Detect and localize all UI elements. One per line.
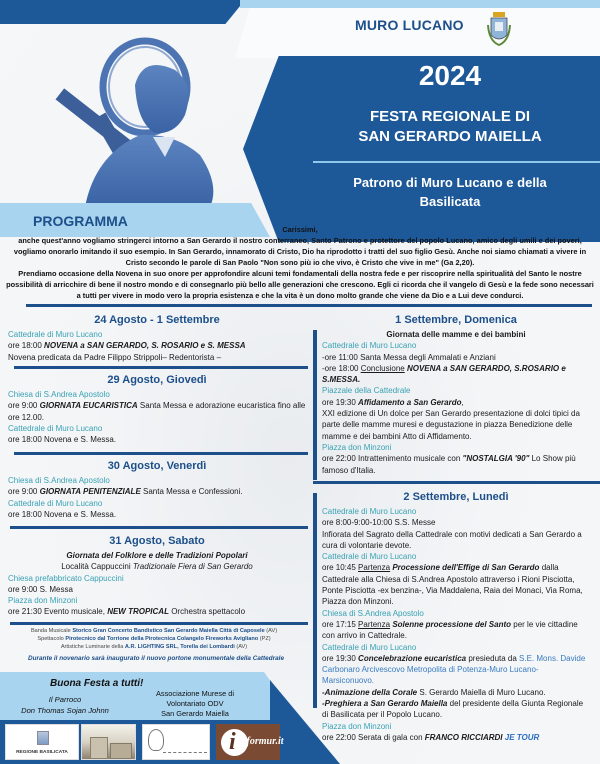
event-line <box>8 606 306 617</box>
venue: Chiesa prefabbricato Cappuccini <box>8 573 124 583</box>
assoc-line-1: Associazione Murese di <box>155 689 235 698</box>
regione-basilicata-logo <box>5 724 79 760</box>
credit-pre: Spettacolo <box>37 636 64 642</box>
portone-notice: Durante il novenario sarà inaugurato il nuovo portone monumentale della Cattedrale <box>27 655 285 662</box>
event-name: NOVENA a SAN GERARDO, S. ROSARIO e S. MESSA <box>44 341 246 351</box>
event-name: NOVENA a SAN GERARDO, S.ROSARIO e S.MESSA. <box>322 363 566 385</box>
venue: Cattedrale di Muro Lucano <box>322 552 417 562</box>
event-line <box>322 732 590 743</box>
location-line <box>8 561 306 572</box>
day-subtitle: Giornata delle mamme e dei bambini <box>386 330 526 339</box>
credit-name: A.R. LIGHTING SRL, Torella dei Lombardi <box>124 644 235 650</box>
venue: Piazza don Minzoni <box>322 442 392 452</box>
venue: Cattedrale di Muro Lucano <box>322 507 417 516</box>
municipal-crest-icon <box>486 11 512 47</box>
event-line <box>322 453 590 476</box>
venue: Chiesa di S.Andrea Apostolo <box>8 390 110 399</box>
event-line <box>322 619 590 642</box>
tour-name: JE TOUR <box>504 732 540 742</box>
event-time: ore 9:00 <box>8 401 38 411</box>
event-line <box>322 698 590 721</box>
day-30-agosto <box>8 459 306 520</box>
header-white-strip <box>235 8 600 58</box>
event-detail: XXI edizione di Un dolce per San Gerardo presentazione di dolci tipici da parte delle mamme muresi e degustazione in piazza Benedizione delle mamme e dei bambini Atto di Affidamento. <box>322 409 580 441</box>
venue: Cattedrale di Muro Lucano <box>322 341 417 351</box>
association-signature <box>145 689 245 719</box>
event-detail: Infiorata del Sagrato della Cattedrale con motivi dedicati a San Gerardo a cura di volontarie devote. <box>322 529 582 550</box>
informur-logo <box>216 724 284 760</box>
church-building-icon <box>90 737 108 759</box>
venue: Chiesa di S.Andrea Apostolo <box>8 476 110 485</box>
title-divider <box>313 161 600 163</box>
event-time: ore 18:00 <box>8 341 42 351</box>
event-name: -Preghiera a San Gerardo Maiella <box>322 699 448 709</box>
event-line <box>322 653 590 687</box>
celebrant: S.E. Mons. Davide Carbonaro Arcivescovo Metropolita di Potenza-Muro Lucano-Marsiconuovo. <box>322 653 586 686</box>
event-line: -ore 11:00 Santa Messa degli Ammalati e Anziani <box>322 352 496 362</box>
patrono-line-2: Basilicata <box>419 194 481 209</box>
assoc-line-3: San Gerardo Maiella <box>161 709 229 718</box>
location: Località Cappuccini <box>61 562 131 572</box>
event-detail: del presidente della Giunta Regionale di Basilicata per il Popolo Lucano. <box>322 699 584 720</box>
festa-title <box>300 107 600 147</box>
right-frame-bar <box>313 493 317 708</box>
event-name: Concelebrazione eucaristica <box>358 653 467 663</box>
event-detail: Santa Messa e Confessioni. <box>143 487 243 497</box>
event-name: -Animazione della Corale <box>322 687 418 697</box>
top-band-right <box>240 0 600 8</box>
event-time: ore 22:00 Intrattenimento musicale con <box>322 454 461 464</box>
parroco-signature <box>10 694 120 716</box>
event-name: Affidamento a San Gerardo <box>358 397 462 407</box>
venue: Cattedrale di Muro Lucano <box>8 330 103 339</box>
event-time: ore 21:30 Evento musicale, <box>8 607 105 617</box>
day-title: 1 Settembre, Domenica <box>395 314 517 326</box>
event-line: ore 18:00 Novena e S. Messa. <box>8 509 117 519</box>
credit-line <box>4 635 304 643</box>
venue: Piazza don Minzoni <box>322 721 392 731</box>
event-detail: per le vie cittadine con arrivo in Cattedrale. <box>322 619 578 641</box>
event-name: Solenne processione del Santo <box>392 619 512 629</box>
venue: Piazzale della Cattedrale <box>322 386 411 396</box>
intro-paragraph-2: Prendiamo occasione della Novena in suo onore per approfondire alcuni temi fondamentali della nostra fede e per riscoprire nella spiritualità del Santo le nostre possibilità di arricchire di bene il nostro mondo e di consegnarlo più bello alle generazioni che crescono. Egli ci ricorda che il vangelo di Gesù e la fede sono necessari a tutti per vivere in modo vero la propria esistenza e che la vita è un dono molto grande che viene da Dio e a Lui deve condurci. <box>6 269 594 300</box>
landscape-sketch-icon <box>163 745 207 753</box>
event-line: ore 9:00 S. Messa <box>8 584 73 594</box>
event-tag: Conclusione <box>360 363 405 373</box>
venue: Cattedrale di Muro Lucano <box>8 423 103 433</box>
credit-name: Storico Gran Concerto Bandistico San Gerardo Maiella Città di Caposele <box>72 628 265 634</box>
event-time: ore 9:00 <box>8 487 38 497</box>
day-title: 29 Agosto, Giovedì <box>107 374 207 386</box>
day-title: 2 Settembre, Lunedì <box>403 491 509 503</box>
event-name: GIORNATA PENITENZIALE <box>39 487 141 497</box>
festa-line-1: FESTA REGIONALE DI <box>369 108 530 125</box>
venue: Piazza don Minzoni <box>8 596 78 606</box>
event-name: FRANCO RICCIARDI <box>424 732 503 742</box>
credit-pre: Banda Musicale <box>30 628 71 634</box>
day-title: 30 Agosto, Venerdì <box>107 460 207 472</box>
credit-name: Pirotecnico dal Torrione della Pirotecnica Colangelo Fireworks Avigliano <box>65 636 259 642</box>
divider-rule <box>10 526 308 529</box>
church-photo-logo <box>81 724 136 760</box>
event-line <box>8 486 306 497</box>
intro-letter <box>6 224 594 301</box>
event-detail: Lo Show più famoso d'Italia. <box>322 454 576 475</box>
event-detail: Orchestra spettacolo <box>171 607 246 617</box>
divider-rule <box>313 481 600 484</box>
credit-line <box>4 643 304 651</box>
buona-festa: Buona Festa a tutti! <box>50 678 144 689</box>
regione-logo-text: REGIONE BASILICATA <box>16 750 68 755</box>
parroco-name: Don Thomas Sojan Johnn <box>21 706 109 715</box>
event-detail: dalla Cattedrale alla Chiesa di S.Andrea Apostolo attraverso i Rioni Pisciotta, Ponte Pisciotta -ex benzina-, Via Maddalena, Raia dei Monaci, Via Roma, Piazza don Minzoni. <box>322 563 583 607</box>
event-line <box>322 363 590 386</box>
programma-label: PROGRAMMA <box>33 213 128 229</box>
event-time: ore 17:15 <box>322 619 356 629</box>
event-time: ore 19:30 <box>322 397 356 407</box>
credit-post: (AV) <box>266 628 278 634</box>
day-1-settembre <box>322 313 590 476</box>
event-line <box>322 687 590 698</box>
event-name: NEW TROPICAL <box>107 607 169 617</box>
event-time: ore 19:30 <box>322 653 356 663</box>
saint-gerard-portrait-icon <box>25 25 260 207</box>
credit-line <box>4 627 304 635</box>
venue: Chiesa di S.Andrea Apostolo <box>322 608 424 618</box>
credit-post: (PZ) <box>259 636 271 642</box>
event-tag: Partenza <box>358 619 391 629</box>
patrono-subtitle <box>300 173 600 211</box>
top-band-left <box>0 0 245 24</box>
event-time: -ore 18:00 <box>322 363 359 373</box>
event-line <box>8 340 306 351</box>
credits <box>4 627 304 651</box>
event-detail: presieduta da <box>468 653 517 663</box>
informur-text: nformur.it <box>241 736 284 747</box>
day-2-settembre <box>322 490 590 743</box>
event-detail: S. Gerardo Maiella di Muro Lucano. <box>419 687 546 697</box>
event-note: Novena predicata da Padre Filippo Strippoli– Redentorista – <box>8 352 222 362</box>
event-line: ore 19:30 Affidamento a San Gerardo, <box>322 397 464 407</box>
festa-line-2: SAN GERARDO MAIELLA <box>358 128 542 145</box>
parroco-role: Il Parroco <box>48 695 82 704</box>
location-detail: Tradizionale Fiera di San Gerardo <box>132 562 253 572</box>
day-title: 24 Agosto - 1 Settembre <box>94 314 220 326</box>
venue: Cattedrale di Muro Lucano <box>322 642 417 652</box>
divider-rule <box>14 366 308 369</box>
divider-rule <box>10 622 308 625</box>
church-building-icon <box>110 743 132 759</box>
day-24-agosto <box>8 313 306 363</box>
right-frame-bar <box>313 330 317 480</box>
divider-rule <box>26 304 592 307</box>
event-line <box>322 562 590 607</box>
info-i-glyph: i <box>229 729 236 755</box>
event-tag: Partenza <box>358 563 391 573</box>
intro-greeting: Carissimi, <box>282 225 318 234</box>
year: 2024 <box>418 60 482 91</box>
credit-pre: Artistiche Luminarie della <box>60 644 124 650</box>
assoc-line-2: Volontariato ODV <box>166 699 224 708</box>
saint-sketch-icon <box>148 729 164 751</box>
patrono-line-1: Patrono di Muro Lucano e della <box>353 175 547 190</box>
event-line: ore 18:00 Novena e S. Messa. <box>8 435 117 445</box>
association-sketch-logo <box>142 724 210 760</box>
event-time: ore 10:45 <box>322 563 356 573</box>
day-29-agosto <box>8 373 306 445</box>
credit-post: (AV) <box>236 644 248 650</box>
day-title: 31 Agosto, Sabato <box>109 535 205 547</box>
event-name: "NOSTALGIA '90" <box>462 454 530 464</box>
event-name: GIORNATA EUCARISTICA <box>39 401 138 411</box>
event-line: ore 8:00-9:00-10:00 S.S. Messe <box>322 518 436 528</box>
event-line <box>8 400 306 423</box>
intro-paragraph-1: anche quest'anno vogliamo stringerci intorno a San Gerardo il nostro conterraneo, Santo Patrono e protettore del popolo Lucano, amico degli umili e dei poveri, vogliamo onorarlo imitando il suo esempio. In San Gerardo, innamorato di Cristo, Dio ha riprodotto i tratti del suo figlio Gesù. Anche noi siamo chiamati a vivere in Cristo secondo le parole di San Paolo "Non sono più io che vivo, è Cristo che vive in me" (Ga 2,20). <box>13 236 587 267</box>
regione-flag-icon <box>37 731 49 745</box>
event-time: ore 22:00 Serata di gala con <box>322 732 423 742</box>
event-name: Processione dell'Effige di San Gerardo <box>392 563 540 573</box>
divider-rule <box>14 452 308 455</box>
event-detail: Santa Messa e adorazione eucaristica fino alle ore 12.00. <box>8 401 306 422</box>
town-name: MURO LUCANO <box>355 17 464 33</box>
day-31-agosto <box>8 534 306 618</box>
day-subtitle: Giornata del Folklore e delle Tradizioni Popolari <box>66 551 248 560</box>
venue: Cattedrale di Muro Lucano <box>8 498 103 508</box>
